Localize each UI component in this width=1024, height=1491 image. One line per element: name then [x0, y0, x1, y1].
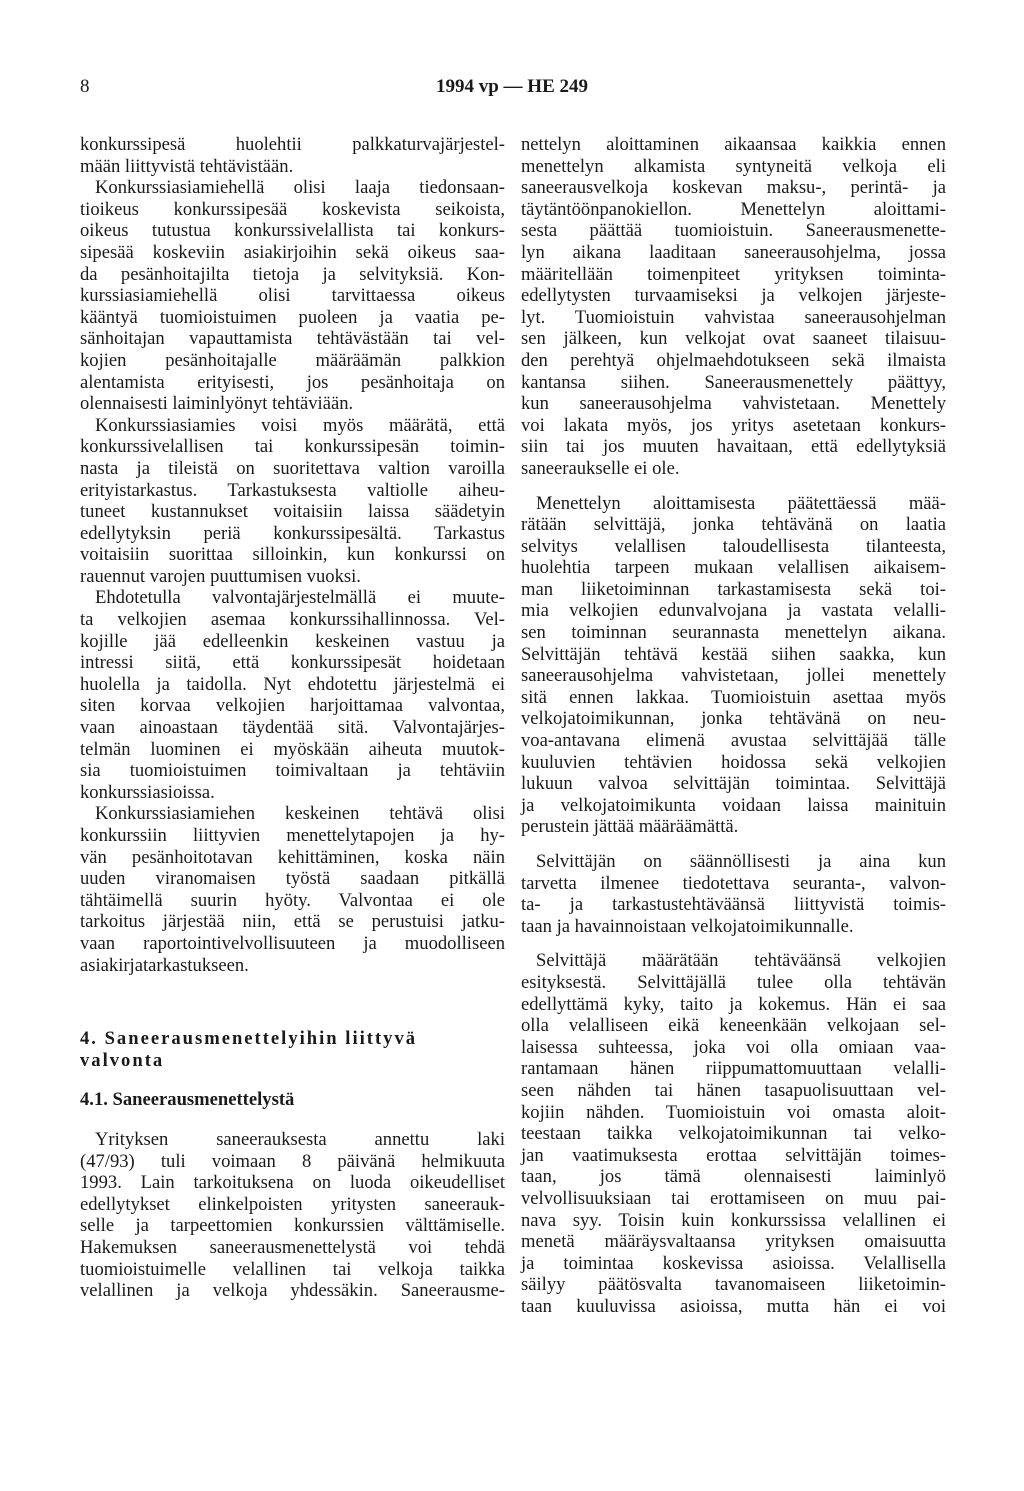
text-line: Konkurssiasiamiehen keskeinen tehtävä olisi [95, 803, 505, 825]
text-line: edellytykset elinkelpoisten yritysten saneerauk- [80, 1193, 505, 1215]
text-line: Menettelyn aloittamisesta päätettäessä mää- [536, 492, 946, 514]
text-line: kurssiasiamiehellä olisi tarvittaessa oikeus [80, 285, 505, 307]
text-line: Selvittäjä määrätään tehtäväänsä velkojien [536, 950, 946, 972]
text-line: olennaisesti laiminlyönyt tehtäviään. [80, 393, 354, 415]
text-line: siten korvaa velkojien harjoittamaa valvontaa, [80, 695, 505, 717]
text-line: sesta päättää tuomioistuin. Saneerausmenette- [521, 220, 946, 242]
text-line: Konkurssiasiamiehellä olisi laaja tiedonsaan- [95, 177, 505, 199]
text-line: taan, jos tämä olennaisesti laiminlyö [521, 1166, 946, 1188]
text-line: konkurssivelallisen tai konkurssipesän toimin- [80, 436, 505, 458]
text-line: lyt. Tuomioistuin vahvistaa saneerausohjelman [521, 306, 946, 328]
text-line: velvollisuuksiaan tai erottamiseen on muu pai- [521, 1187, 946, 1209]
text-line: nava syy. Toisin kuin konkurssissa velallinen ei [521, 1209, 946, 1231]
text-line: seen nähden tai hänen tasapuolisuuttaan vel- [521, 1079, 946, 1101]
text-line: sitä ennen lakkaa. Tuomioistuin asettaa myös [521, 686, 946, 708]
text-line: selle ja tarpeettomien konkurssien välttämiselle. [80, 1215, 505, 1237]
running-head: 1994 vp — HE 249 [435, 76, 589, 97]
text-line: mään liittyvistä tehtävistään. [80, 155, 294, 177]
text-line: ta velkojien asemaa konkurssihallinnossa. Vel- [80, 609, 505, 631]
text-line: määritellään toimenpiteet yrityksen toiminta- [521, 263, 946, 285]
text-line: huolella ja taidolla. Nyt ehdotettu järjestelmä ei [80, 673, 505, 695]
text-line: alentamista erityisesti, jos pesänhoitaja on [80, 371, 505, 393]
text-line: selvitys velallisen taloudellisesta tilanteesta, [521, 535, 946, 557]
text-line: sen jälkeen, kun velkojat ovat saaneet tilaisuu- [521, 328, 946, 350]
text-line: den perehtyä ohjelmaehdotukseen sekä ilmaista [521, 349, 946, 371]
text-line: sänhoitajan vapauttamista tehtävästään tai vel- [80, 328, 505, 350]
text-line: nettelyn aloittaminen aikaansaa kaikkia ennen [521, 134, 946, 155]
text-line: vaan raportointivelvollisuuteen ja muodolliseen [80, 932, 505, 954]
text-line: edellyttämä kyky, taito ja kokemus. Hän ei saa [521, 993, 946, 1015]
paragraph [521, 851, 946, 937]
section-heading-line: 4. Saneerausmenettelyihin liittyvä [80, 1028, 418, 1050]
text-line: lyn aikana laaditaan saneerausohjelma, jossa [521, 241, 946, 263]
page-header [0, 76, 1024, 106]
text-line: Selvittäjän tehtävä kestää siihen saakka, kun [521, 643, 946, 665]
text-line: perustein jättää määräämättä. [521, 816, 739, 838]
text-line: ta- ja tarkastustehtäväänsä liittyvistä toimis- [521, 894, 946, 916]
text-line: asiakirjatarkastukseen. [80, 954, 249, 976]
text-line: kantansa siihen. Saneerausmenettely päättyy, [521, 371, 946, 393]
text-line: Hakemuksen saneerausmenettelystä voi tehdä [80, 1236, 505, 1258]
text-line: uuden viranomaisen työstä saadaan pitkällä [80, 868, 505, 890]
text-line: säilyy päätösvalta tavanomaiseen liiketoimin- [521, 1274, 946, 1296]
text-line: sipesää koskeviin asiakirjoihin sekä oikeus saa- [80, 241, 505, 263]
text-line: kojien pesänhoitajalle määräämän palkkion [80, 349, 505, 371]
page-number: 8 [80, 76, 90, 97]
text-line: rantamaan hänen riippumattomuuttaan velalli- [521, 1058, 946, 1080]
text-line: jan vaatimuksesta erottaa selvittäjän toimes- [521, 1144, 946, 1166]
text-line: tähtäimellä suurin hyöty. Valvontaa ei ole [80, 889, 505, 911]
text-line: ja toimintaa koskevissa asioissa. Velallisella [521, 1252, 946, 1274]
left-column [80, 134, 505, 1302]
section-heading [80, 1028, 505, 1071]
section-heading-line: valvonta [80, 1049, 165, 1071]
text-line: erityistarkastus. Tarkastuksesta valtiolle aiheu- [80, 479, 505, 501]
text-line: oikeus tutustua konkurssivelallista tai konkurs- [80, 220, 505, 242]
text-line: Ehdotetulla valvontajärjestelmällä ei muute- [95, 587, 505, 609]
text-line: siin tai jos muuten havaitaan, että edellytyksiä [521, 436, 946, 458]
paragraph [80, 134, 505, 177]
text-line: rauennut varojen puuttumisen vuoksi. [80, 565, 361, 587]
text-line: tarvetta ilmenee tiedotettava seuranta-, valvon- [521, 872, 946, 894]
text-line: tarkoitus järjestää niin, että se perustuisi jatku- [80, 911, 505, 933]
paragraph [80, 587, 505, 803]
right-column [521, 134, 946, 1317]
text-line: konkurssiin liittyvien menettelytapojen ja hy- [80, 825, 505, 846]
text-line: sen toiminnan seurannasta menettelyn aikana. [521, 622, 946, 644]
text-line: edellytysten turvaamiseksi ja velkojen järjeste- [521, 285, 946, 307]
text-line: taan kuuluvissa asioissa, mutta hän ei voi [521, 1295, 946, 1317]
text-line: voi lakata myös, jos yritys asetetaan konkurs- [521, 414, 946, 436]
text-line: kojille jää edelleenkin keskeinen vastuu ja [80, 630, 505, 652]
paragraph [521, 493, 946, 839]
text-line: esityksestä. Selvittäjällä tulee olla tehtävän [521, 971, 946, 993]
subsection-heading: 4.1. Saneerausmenettelystä [80, 1089, 295, 1111]
text-line: saneerausvelkoja koskevan maksu-, perintä- ja [521, 177, 946, 199]
paragraph [80, 1129, 505, 1302]
text-line: rätään selvittäjä, jonka tehtävänä on laatia [521, 514, 946, 536]
text-line: man liiketoiminnan tarkastamisesta sekä toi- [521, 578, 946, 600]
text-line: velallinen ja velkoja yhdessäkin. Saneerausme- [80, 1280, 505, 1302]
text-line: da pesänhoitajilta tietoja ja selvityksiä. Kon- [80, 263, 505, 285]
text-line: Selvittäjän on säännöllisesti ja aina kun [536, 851, 946, 872]
text-line: kojiin nähden. Tuomioistuin voi omasta aloit- [521, 1101, 946, 1123]
paragraph [80, 803, 505, 976]
text-line: saneerausohjelma vahvistetaan, jollei menettely [521, 665, 946, 687]
text-line: Yrityksen saneerauksesta annettu laki [95, 1128, 505, 1150]
text-line: intressi siitä, että konkurssipesät hoidetaan [80, 652, 505, 674]
text-line: sia tuomioistuimen toimivaltaan ja tehtäviin [80, 760, 505, 782]
text-line: edellytyksin periä konkurssipesältä. Tarkastus [80, 522, 505, 544]
text-line: konkurssipesä huolehtii palkkaturvajärjestel- [80, 134, 505, 155]
text-line: tuneet kustannukset voitaisiin laissa säädetyin [80, 501, 505, 523]
text-line: täytäntöönpanokiellon. Menettelyn aloittami- [521, 198, 946, 220]
text-line: konkurssiasioissa. [80, 781, 215, 803]
text-line: menettelyn alkamista syntyneitä velkoja eli [521, 155, 946, 177]
text-line: velkojatoimikunnan, jonka tehtävänä on neu- [521, 708, 946, 730]
paragraph [521, 134, 946, 480]
text-line: teestaan taikka velkojatoimikunnan tai velko- [521, 1123, 946, 1145]
text-line: lukuun valvoa selvittäjän toimintaa. Selvittäjä [521, 773, 946, 795]
text-line: vaan ainoastaan täydentää sitä. Valvontajärjes- [80, 717, 505, 739]
text-line: tioikeus konkurssipesää koskevista seikoista, [80, 198, 505, 220]
text-line: olla velalliseen eikä keneenkään velkojaan sel- [521, 1015, 946, 1037]
text-line: Konkurssiasiamies voisi myös määrätä, että [95, 414, 505, 436]
paragraph [80, 415, 505, 588]
text-line: menetä määräysvaltaansa yrityksen omaisuutta [521, 1231, 946, 1253]
text-line: kun saneerausohjelma vahvistetaan. Menettely [521, 393, 946, 415]
text-line: laisessa suhteessa, joka voi olla omiaan vaa- [521, 1036, 946, 1058]
text-line: kuuluvien tehtävien hoidossa sekä velkojien [521, 751, 946, 773]
text-line: 1993. Lain tarkoituksena on luoda oikeudelliset [80, 1172, 505, 1194]
text-line: huolehtia tarpeen mukaan velallisen aikaisem- [521, 557, 946, 579]
text-line: mia velkojien edunvalvojana ja vastata velalli- [521, 600, 946, 622]
paragraph [80, 177, 505, 415]
text-line: saneeraukselle ei ole. [521, 457, 680, 479]
text-line: voitaisiin suorittaa silloinkin, kun konkurssi on [80, 544, 505, 566]
paragraph [521, 950, 946, 1317]
text-line: kääntyä tuomioistuimen puoleen ja vaatia pe- [80, 306, 505, 328]
text-line: tuomioistuimelle velallinen tai velkoja taikka [80, 1258, 505, 1280]
text-line: ja velkojatoimikunta voidaan laissa mainituin [521, 794, 946, 816]
text-line: voa-antavana elimenä avustaa selvittäjää tälle [521, 730, 946, 752]
text-line: telmän luominen ei myöskään aiheuta muutok- [80, 738, 505, 760]
text-line: taan ja havainnoistaan velkojatoimikunnalle. [521, 915, 854, 937]
text-line: nasta ja tileistä on suoritettava valtion varoilla [80, 457, 505, 479]
text-line: (47/93) tuli voimaan 8 päivänä helmikuuta [80, 1150, 505, 1172]
text-line: vän pesänhoitotavan kehittäminen, koska näin [80, 846, 505, 868]
